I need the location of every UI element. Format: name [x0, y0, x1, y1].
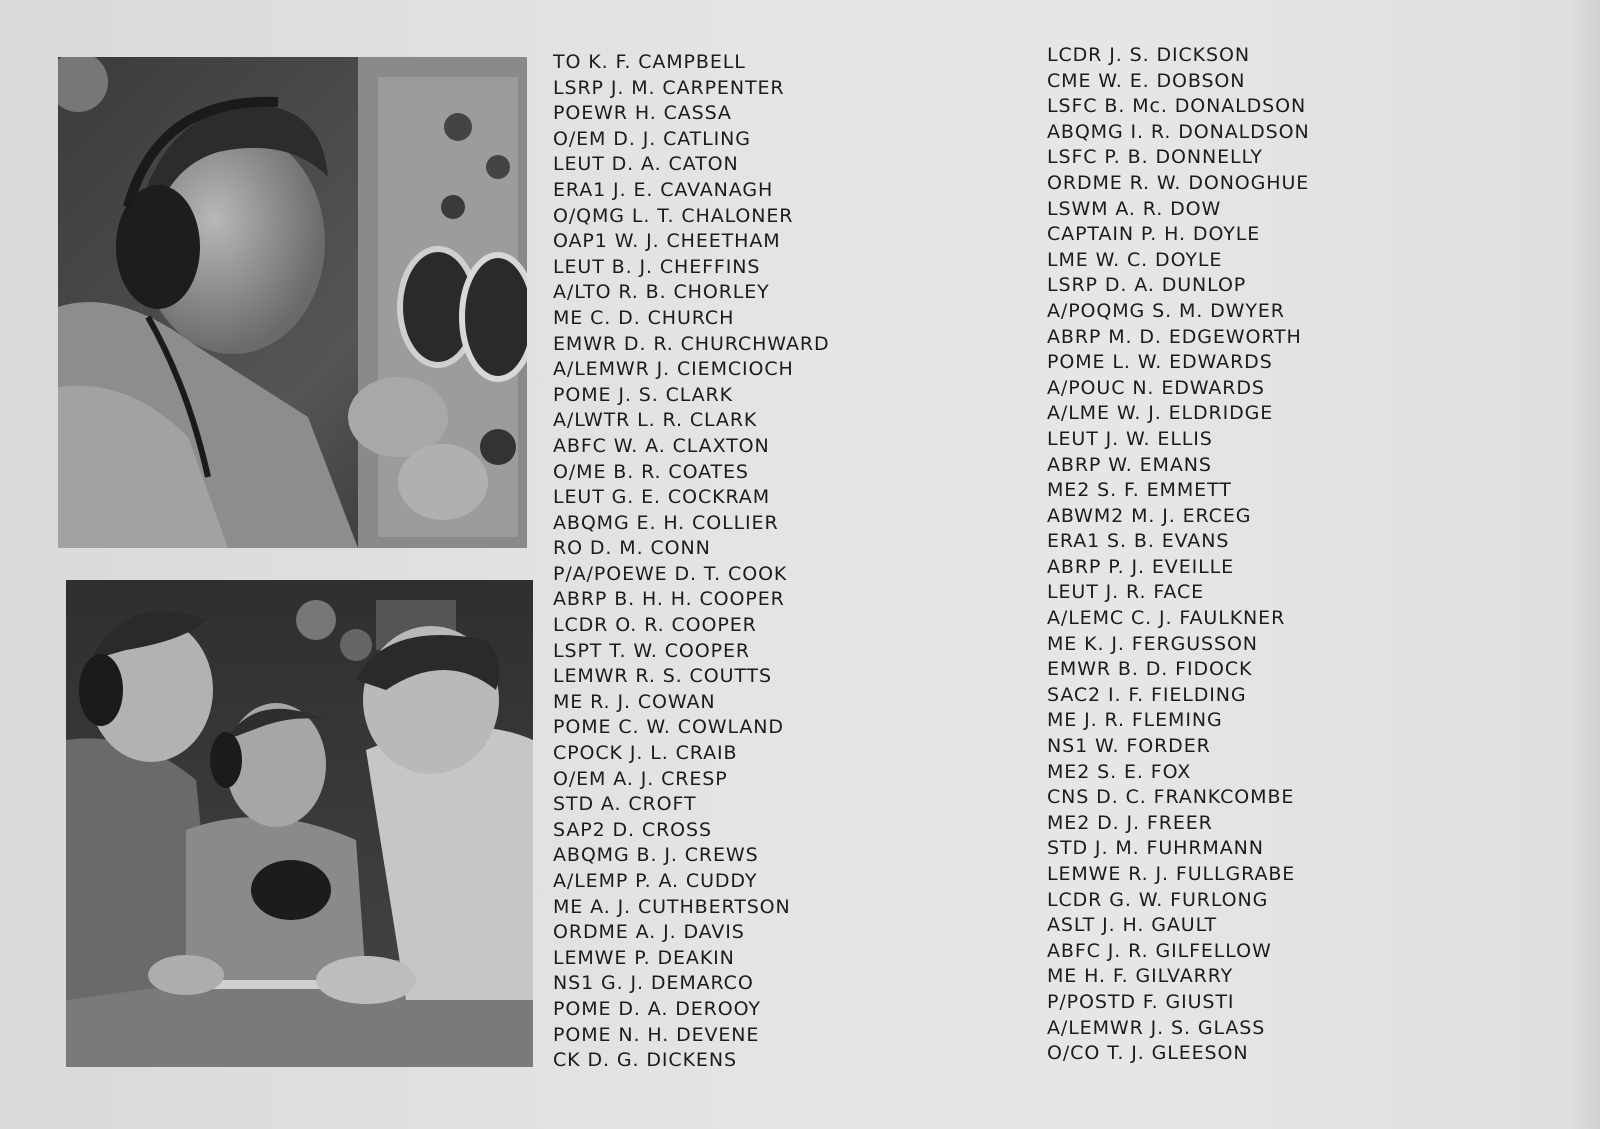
- crew-name: O/EM D. J. CATLING: [553, 127, 751, 150]
- crew-name: LSFC P. B. DONNELLY: [1047, 146, 1263, 169]
- crew-name: ABFC W. A. CLAXTON: [553, 434, 770, 457]
- crew-name: ABQMG E. H. COLLIER: [553, 511, 779, 534]
- crew-name: ORDME R. W. DONOGHUE: [1047, 171, 1310, 194]
- crew-name: POEWR H. CASSA: [553, 102, 732, 125]
- crew-name: ABFC J. R. GILFELLOW: [1047, 939, 1272, 962]
- crew-name: POME D. A. DEROOY: [553, 997, 761, 1020]
- crew-name: ME2 D. J. FREER: [1047, 811, 1213, 834]
- crew-name: A/LEMP P. A. CUDDY: [553, 870, 758, 892]
- crew-name: ABQMG I. R. DONALDSON: [1047, 120, 1310, 143]
- crew-name: ME C. D. CHURCH: [553, 306, 735, 329]
- crew-name: RO D. M. CONN: [553, 537, 711, 560]
- crew-name: ORDME A. J. DAVIS: [553, 921, 745, 944]
- crew-name: CK D. G. DICKENS: [553, 1049, 737, 1072]
- crew-name: SAC2 I. F. FIELDING: [1047, 683, 1247, 706]
- crew-name: A/LEMWR J. CIEMCIOCH: [553, 358, 794, 381]
- crew-name: LEUT B. J. CHEFFINS: [553, 255, 761, 278]
- crew-name: ME K. J. FERGUSSON: [1047, 632, 1258, 655]
- crew-name: A/POQMG S. M. DWYER: [1047, 299, 1285, 322]
- crew-name: ABRP P. J. EVEILLE: [1047, 555, 1234, 578]
- crew-name: LSPT T. W. COOPER: [553, 639, 751, 662]
- crew-name: A/POUC N. EDWARDS: [1047, 376, 1265, 399]
- crew-name: EMWR B. D. FIDOCK: [1047, 658, 1253, 681]
- crew-name: ABRP M. D. EDGEWORTH: [1047, 325, 1302, 348]
- crew-name: O/EM A. J. CRESP: [553, 767, 728, 790]
- crew-name: O/ME B. R. COATES: [553, 460, 749, 483]
- crew-name: LEUT D. A. CATON: [553, 153, 739, 176]
- crew-name: LSRP D. A. DUNLOP: [1047, 274, 1247, 297]
- crew-name: A/LME W. J. ELDRIDGE: [1047, 402, 1274, 425]
- crew-name: ME2 S. E. FOX: [1047, 760, 1192, 783]
- crew-name: POME N. H. DEVENE: [553, 1023, 760, 1046]
- crew-name: LSFC B. Mc. DONALDSON: [1047, 95, 1307, 118]
- crew-name: LSRP J. M. CARPENTER: [553, 76, 785, 99]
- crew-list-right: [1047, 43, 1310, 1067]
- crew-name: ABRP W. EMANS: [1047, 453, 1212, 476]
- crew-name: CAPTAIN P. H. DOYLE: [1047, 223, 1261, 246]
- crew-name: LCDR O. R. COOPER: [553, 614, 757, 637]
- crew-name: CPOCK J. L. CRAIB: [553, 742, 738, 765]
- crew-name: CME W. E. DOBSON: [1047, 69, 1246, 92]
- crew-name: SAP2 D. CROSS: [553, 818, 712, 841]
- photo-operator-with-headset: [58, 57, 527, 548]
- crew-name: ME H. F. GILVARRY: [1047, 965, 1234, 988]
- crew-name: LEUT G. E. COCKRAM: [553, 486, 770, 509]
- crew-name: ABWM2 M. J. ERCEG: [1047, 504, 1252, 527]
- crew-name: P/A/POEWE D. T. COOK: [553, 562, 788, 585]
- crew-name: ME R. J. COWAN: [553, 690, 716, 713]
- photo-three-men-at-plotting-table: [66, 580, 533, 1067]
- crew-name: ME J. R. FLEMING: [1047, 709, 1223, 732]
- crew-name: ABQMG B. J. CREWS: [553, 844, 759, 867]
- crew-name: O/QMG L. T. CHALONER: [553, 204, 794, 227]
- crew-name: LEMWR R. S. COUTTS: [553, 665, 773, 688]
- crew-name: NS1 W. FORDER: [1047, 735, 1211, 758]
- crew-name: LSWM A. R. DOW: [1047, 197, 1222, 220]
- crew-name: LCDR J. S. DICKSON: [1047, 44, 1250, 66]
- crew-name: ERA1 S. B. EVANS: [1047, 530, 1230, 553]
- crew-name: LCDR G. W. FURLONG: [1047, 888, 1269, 911]
- crew-name: STD J. M. FUHRMANN: [1047, 837, 1264, 860]
- crew-name: STD A. CROFT: [553, 793, 697, 816]
- crew-name: A/LEMWR J. S. GLASS: [1047, 1016, 1266, 1039]
- crew-list-left: [553, 50, 830, 1074]
- crew-name: ASLT J. H. GAULT: [1047, 914, 1217, 937]
- crew-name: POME C. W. COWLAND: [553, 716, 784, 739]
- crew-name: LEUT J. W. ELLIS: [1047, 427, 1213, 450]
- crew-name: LEMWE P. DEAKIN: [553, 946, 735, 969]
- crew-name: ME2 S. F. EMMETT: [1047, 479, 1232, 502]
- crew-name: ME A. J. CUTHBERTSON: [553, 895, 791, 918]
- crew-name: P/POSTD F. GIUSTI: [1047, 990, 1235, 1013]
- crew-name: ERA1 J. E. CAVANAGH: [553, 178, 774, 201]
- crew-name: A/LTO R. B. CHORLEY: [553, 281, 770, 304]
- crew-name: EMWR D. R. CHURCHWARD: [553, 332, 830, 355]
- crew-name: LEUT J. R. FACE: [1047, 581, 1205, 604]
- crew-name: NS1 G. J. DEMARCO: [553, 972, 754, 995]
- crew-name: A/LWTR L. R. CLARK: [553, 409, 758, 432]
- page-edge-shadow: [1570, 0, 1600, 1129]
- crew-name: OAP1 W. J. CHEETHAM: [553, 230, 781, 253]
- crew-name: POME J. S. CLARK: [553, 383, 734, 406]
- crew-name: LME W. C. DOYLE: [1047, 248, 1223, 271]
- crew-name: O/CO T. J. GLEESON: [1047, 1042, 1249, 1065]
- crew-name: TO K. F. CAMPBELL: [553, 51, 746, 73]
- crew-name: POME L. W. EDWARDS: [1047, 351, 1273, 374]
- crew-name: A/LEMC C. J. FAULKNER: [1047, 607, 1286, 630]
- crew-name: CNS D. C. FRANKCOMBE: [1047, 786, 1295, 809]
- crew-name: LEMWE R. J. FULLGRABE: [1047, 863, 1296, 885]
- crew-name: ABRP B. H. H. COOPER: [553, 588, 785, 611]
